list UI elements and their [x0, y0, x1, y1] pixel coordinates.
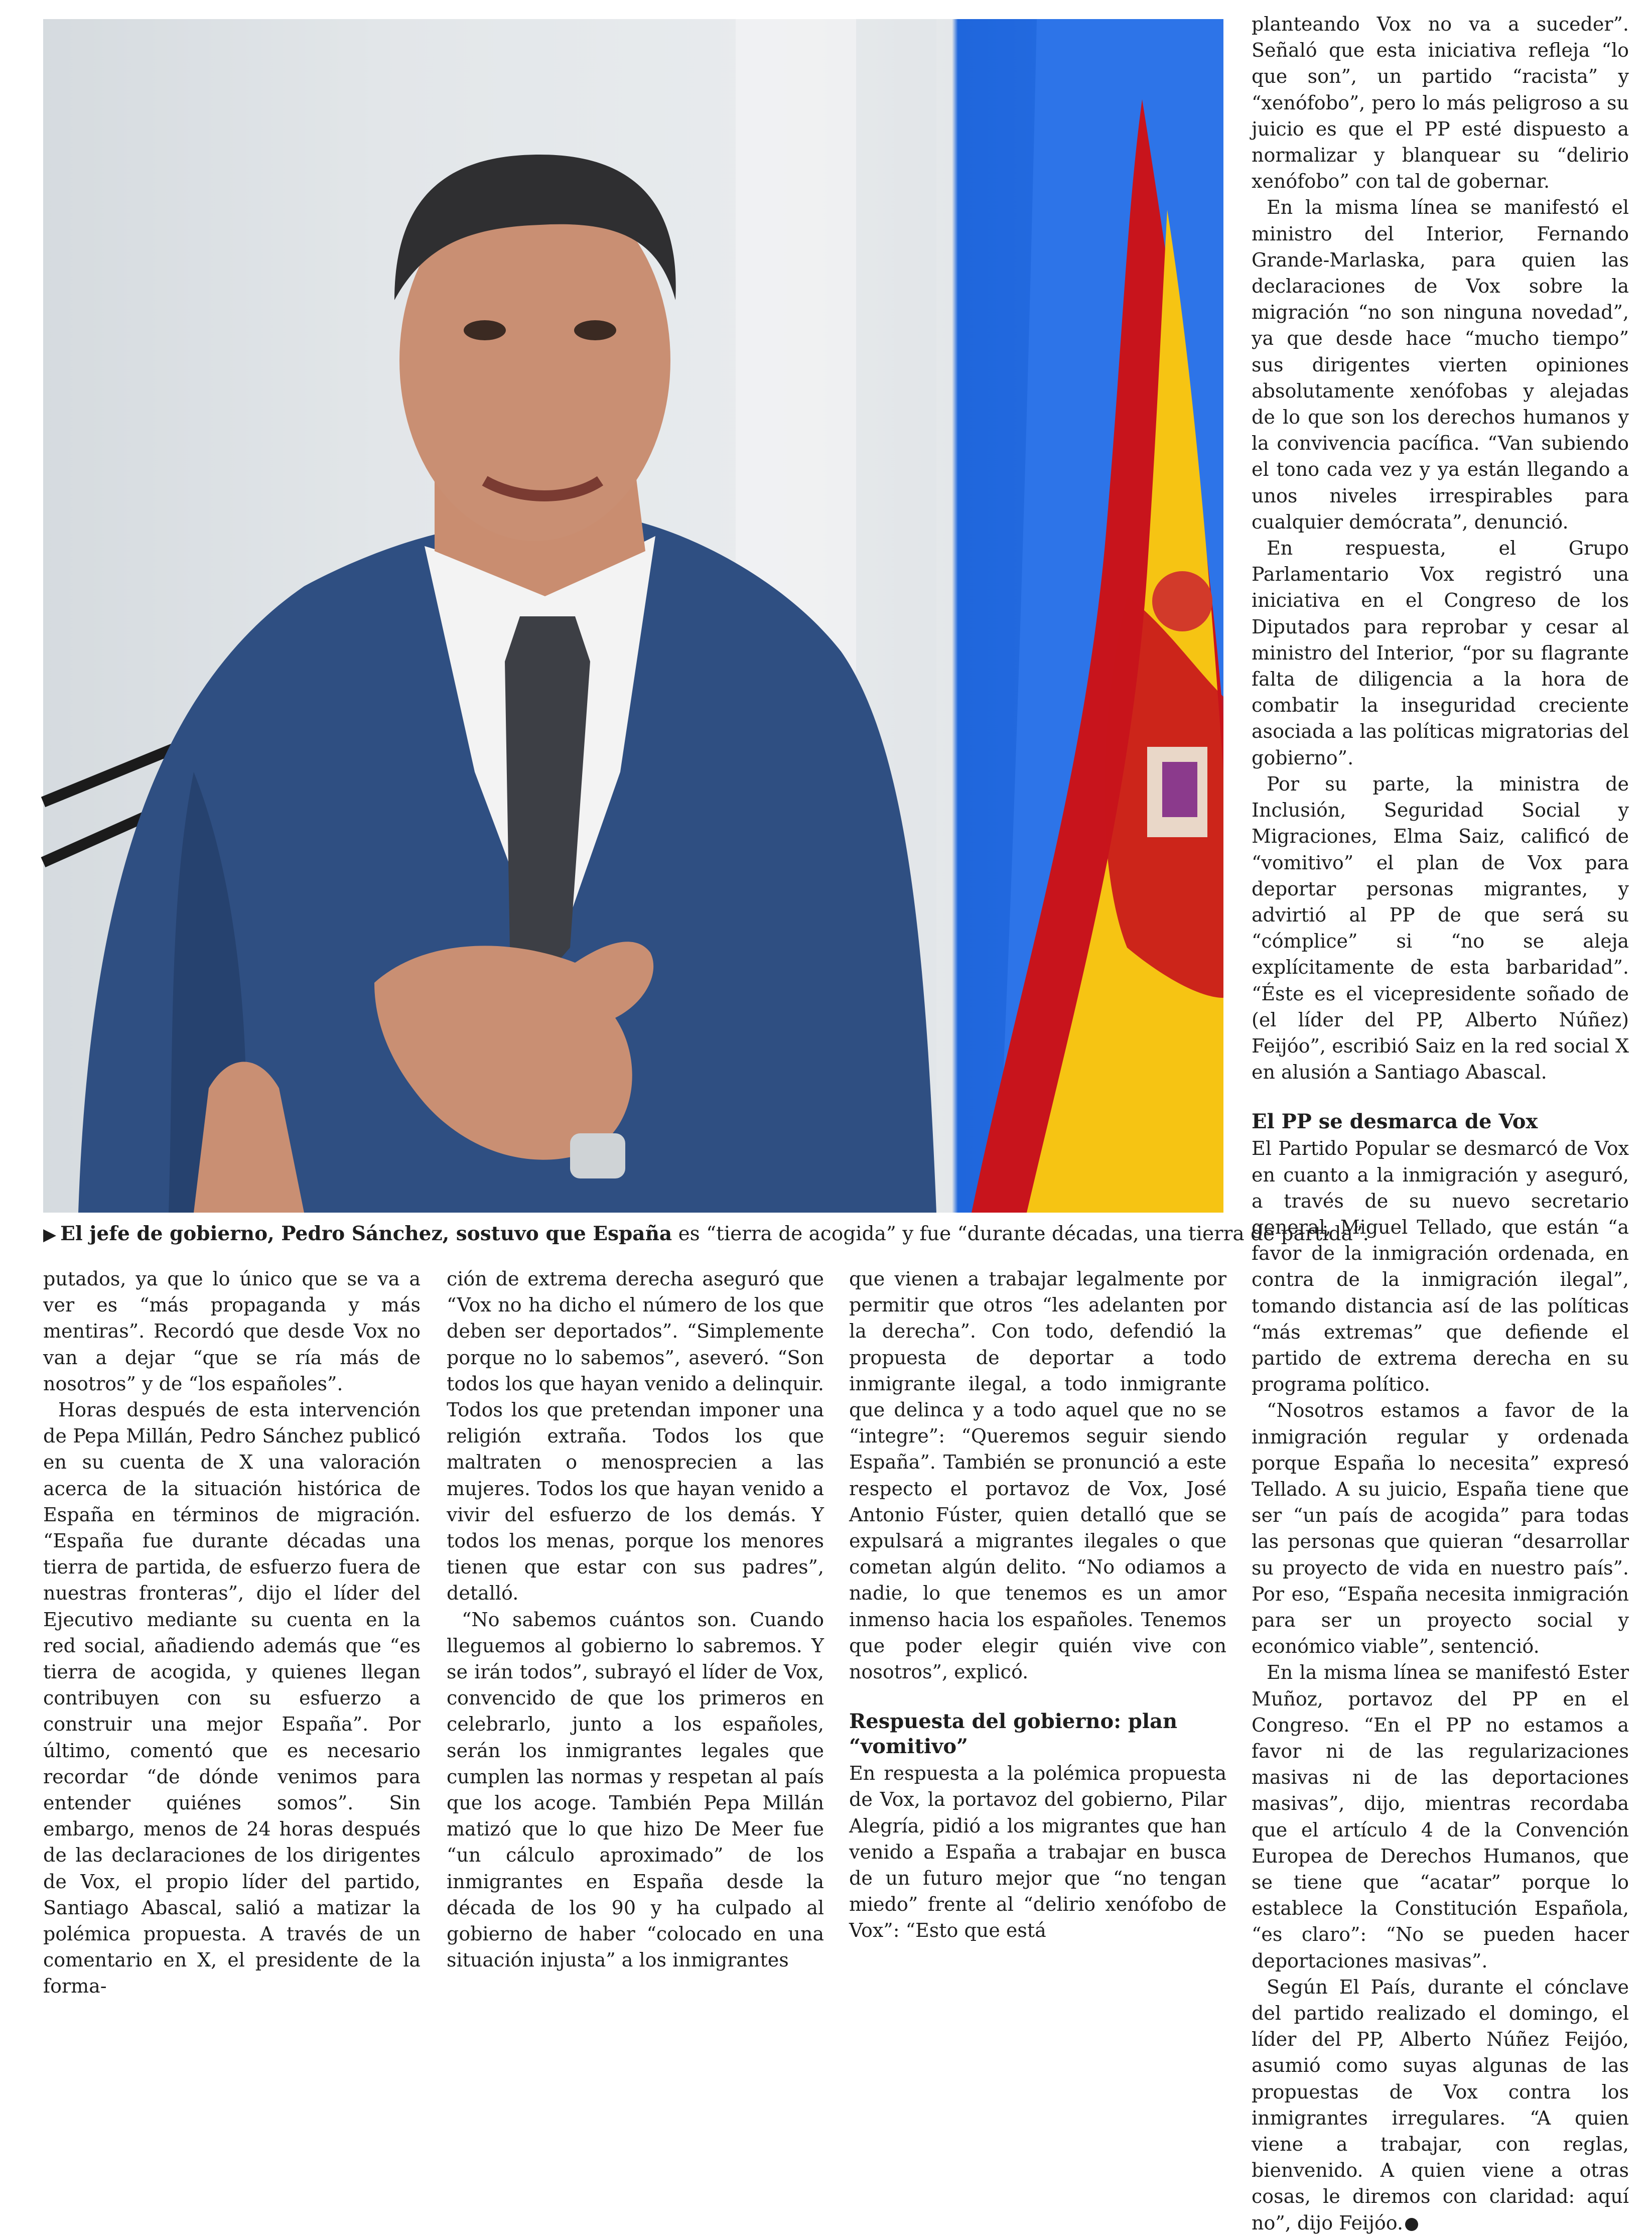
final-paragraph-text: Según El País, durante el cónclave del partido realizado el domingo, el líder del PP, Alberto Núñez Feijóo, asumió como suyas algunas de las propuestas de Vox contra los inmigrantes irregulares. “A quien viene a trabajar, con reglas, bienvenido. A quien viene a otras cosas, le diremos con claridad: aquí no”, dijo Feijóo. — [1252, 1976, 1629, 2234]
paragraph: El Partido Popular se desmarcó de Vox en cuanto a la inmigración y aseguró, a través de su nuevo secretario general, Miguel Tellado, que están “a favor de la inmigración ordenada, en contra de la inmigración ilegal”, tomando distancia así de las políticas “más extremas” que defiende el partido de extrema derecha en su programa político. — [1252, 1137, 1629, 1396]
photo-press-conference-icon — [43, 19, 1223, 1213]
paragraph-final — [1252, 1974, 1629, 2236]
article-column-2 — [447, 1266, 824, 1971]
paragraph: En la misma línea se manifestó el ministro del Interior, Fernando Grande-Marlaska, para quien las declaraciones de Vox sobre la migración “no son ninguna novedad”, ya que desde hace “mucho tiempo” sus dirigentes vierten opiniones absolutamente xenófobas y alejadas de lo que son los derechos humanos y la convivencia pacífica. “Van subiendo el tono cada vez y ya están llegando a unos niveles irrespirables para cualquier demócrata”, denunció. — [1252, 196, 1629, 533]
article-column-4 — [1252, 11, 1629, 2234]
paragraph: Por su parte, la ministra de Inclusión, Seguridad Social y Migraciones, Elma Saiz, calificó de “vomitivo” el plan de Vox para deportar personas migrantes, y advirtió al PP de que será su “cómplice” si “no se aleja explícitamente de esta barbaridad”. “Éste es el vicepresidente soñado de (el líder del PP, Alberto Núñez) Feijóo”, escribió Saiz en la red social X en alusión a Santiago Abascal. — [1252, 772, 1629, 1084]
caption-bold-text: El jefe de gobierno, Pedro Sánchez, sostuvo que España — [60, 1222, 672, 1245]
paragraph: ción de extrema derecha aseguró que “Vox no ha dicho el número de los que deben ser deportados”. “Simplemente porque no lo sabemos”, aseveró. “Son todos los que hayan venido a delinquir. Todos los que pretendan imponer una religión extraña. Todos los que maltraten o menosprecien a las mujeres. Todos los que hayan venido a vivir del esfuerzo de los demás. Y todos los menas, porque los menores tienen que estar con sus padres”, detalló. — [447, 1268, 824, 1605]
paragraph: planteando Vox no va a suceder”. Señaló que esta iniciativa refleja “lo que son”, un partido “racista” y “xenófobo”, pero lo más peligroso a su juicio es que el PP esté dispuesto a normalizar y blanquear su “delirio xenófobo” con tal de gobernar. — [1252, 13, 1629, 193]
article-column-1 — [43, 1266, 421, 1998]
paragraph: En respuesta a la polémica propuesta de Vox, la portavoz del gobierno, Pilar Alegría, pidió a los migrantes que han venido a España a trabajar en busca de un futuro mejor que “no tengan miedo” frente al “delirio xenófobo de Vox”: “Esto que está — [849, 1762, 1226, 1942]
end-of-article-icon — [1405, 2218, 1418, 2231]
caption-arrow-icon: ▶ — [43, 1225, 57, 1245]
paragraph: En la misma línea se manifestó Ester Muñoz, portavoz del PP en el Congreso. “En el PP no estamos a favor ni de las regularizaciones masivas ni de las deportaciones masivas”, dijo, mientras recordaba que el artículo 4 de la Convención Europea de Derechos Humanos, que se tiene que “acatar” porque lo establece la Constitución Española, “es claro”: “No se pueden hacer deportaciones masivas”. — [1252, 1661, 1629, 1972]
paragraph: Horas después de esta intervención de Pepa Millán, Pedro Sánchez publicó en su cuenta de X una valoración acerca de la situación histórica de España en términos de migración. “España fue durante décadas una tierra de partida, de esfuerzo fuera de nuestras fronteras”, dijo el líder del Ejecutivo mediante su cuenta en la red social, añadiendo además que “es tierra de acogida, y quienes llegan contribuyen con su esfuerzo a construir una mejor España”. Por último, comentó que es necesario recordar “de dónde venimos para entender quiénes somos”. Sin embargo, menos de 24 horas después de las declaraciones de los dirigentes de Vox, el propio líder del partido, Santiago Abascal, salió a matizar la polémica propuesta. A través de un comentario en X, el presidente de la forma- — [43, 1399, 421, 1998]
paragraph: En respuesta, el Grupo Parlamentario Vox registró una iniciativa en el Congreso de los Diputados para reprobar y cesar al ministro del Interior, “por su flagrante falta de diligencia a la hora de combatir la inseguridad creciente asociada a las políticas migratorias del gobierno”. — [1252, 537, 1629, 769]
paragraph: “No sabemos cuántos son. Cuando lleguemos al gobierno lo sabremos. Y se irán todos”, subrayó el líder de Vox, convencido de que los primeros en celebrarlo, junto a los españoles, serán los inmigrantes legales que cumplen las normas y respetan al país que los acoge. También Pepa Millán matizó que lo que hizo De Meer fue “un cálculo aproximado” de los inmigrantes en España desde la década de los 90 y ha culpado al gobierno de haber “colocado en una situación injusta” a los inmigrantes — [447, 1608, 824, 1971]
article-column-3 — [849, 1266, 1226, 1942]
article-photo — [43, 19, 1223, 1213]
caption-regular-text: es “tierra de acogida” y fue “durante décadas, una tierra de partida”. — [672, 1223, 1369, 1245]
section-heading-pp: El PP se desmarca de Vox — [1252, 1110, 1538, 1134]
photo-caption — [43, 1220, 1369, 1255]
section-heading-gobierno: Respuesta del gobierno: plan “vomitivo” — [849, 1709, 1178, 1759]
paragraph: putados, ya que lo único que se va a ver es “más propaganda y más mentiras”. Recordó que desde Vox no van a dejar “que se ría más de nosotros” y de “los españoles”. — [43, 1268, 421, 1395]
paragraph: “Nosotros estamos a favor de la inmigración regular y ordenada porque España lo necesita” expresó Tellado. A su juicio, España tiene que ser “un país de acogida” para todas las personas que quieran “desarrollar su proyecto de vida en nuestro país”. Por eso, “España necesita inmigración para ser un proyecto social y económico viable”, sentenció. — [1252, 1399, 1629, 1658]
paragraph: que vienen a trabajar legalmente por permitir que otros “les adelanten por la derecha”. Con todo, defendió la propuesta de deportar a todo inmigrante ilegal, a todo inmigrante que delinca y a todo aquel que no se “integre”: “Queremos seguir siendo España”. También se pronunció a este respecto el portavoz de Vox, José Antonio Fúster, quien detalló que se expulsará a migrantes ilegales o que cometan algún delito. “No odiamos a nadie, lo que tenemos es un amor inmenso hacia los españoles. Tenemos que poder elegir quién vive con nosotros”, explicó. — [849, 1268, 1226, 1683]
